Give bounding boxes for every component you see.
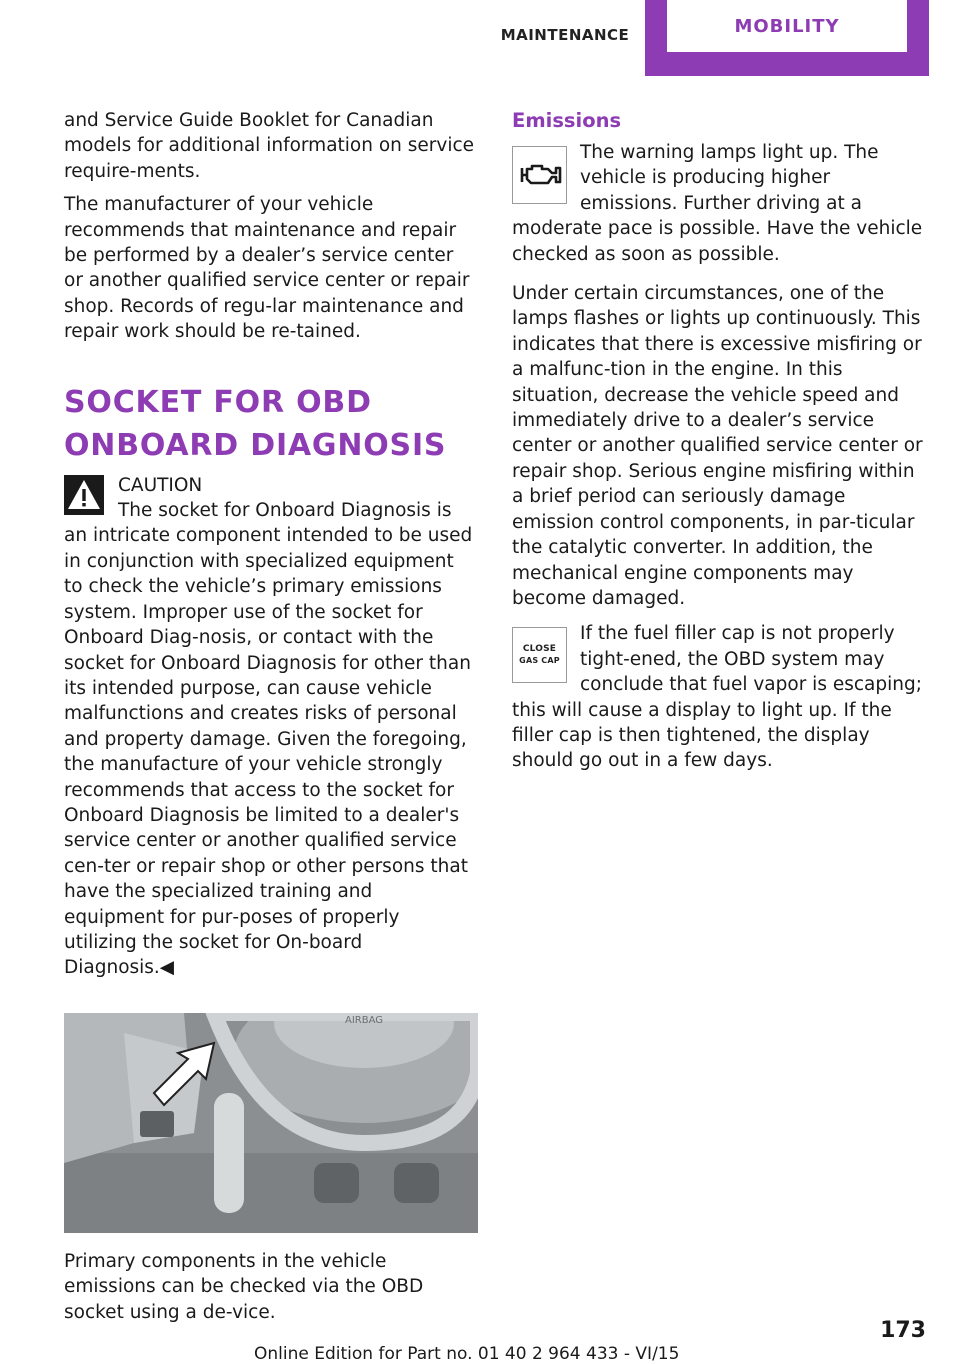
gascap-label-line2: GAS CAP bbox=[519, 656, 560, 666]
subsection-title-emissions: Emissions bbox=[512, 109, 622, 132]
caution-label: CAUTION bbox=[118, 474, 203, 496]
gas-cap-paragraph: If the fuel filler cap is not properly tight‐ened, the OBD system may conclude that fuel vapor is escaping; this will cause a display to light up. If the filler cap is then tightened, the display should go out in a few days. bbox=[512, 623, 922, 772]
obd-socket-photo bbox=[64, 1013, 478, 1233]
tab-maintenance[interactable] bbox=[490, 0, 640, 70]
photo-caption: Primary components in the vehicle emissions can be checked via the OBD socket using a de‐vice. bbox=[64, 1250, 424, 1323]
tab-mobility[interactable] bbox=[645, 0, 929, 76]
emissions-lamp-block bbox=[512, 140, 926, 275]
tab-mobility-label: MOBILITY bbox=[667, 0, 907, 52]
gascap-label-line1: CLOSE bbox=[522, 644, 557, 655]
gas-cap-block bbox=[512, 621, 926, 781]
close-gas-cap-icon bbox=[512, 627, 567, 683]
airbag-label: AIRBAG bbox=[344, 1014, 384, 1026]
edition-text: Online Edition for Part no. 01 40 2 964 433 - VI/15 bbox=[254, 1344, 680, 1364]
tab-maintenance-label: MAINTENANCE bbox=[500, 26, 630, 44]
obd-socket-illustration bbox=[64, 1013, 478, 1233]
engine-symbol bbox=[518, 160, 562, 190]
section-title: SOCKET FOR OBD ONBOARD DIAGNOSIS bbox=[64, 384, 447, 463]
page-number: 173 bbox=[880, 1318, 926, 1343]
intro-paragraph-2: The manufacturer of your vehicle recommends that maintenance and repair be performed by a dealer’s service center or another qualified service center or repair shop. Records of regu‐lar maintenance and repair work should be re‐tained. bbox=[64, 194, 470, 343]
emissions-paragraph-2: Under certain circumstances, one of the lamps flashes or lights up continuously. This indicates that there is excessive misfiring or a malfunc‐tion in the engine. In this situation, decrease the vehicle speed and immediately drive to a dealer’s service center or another qualified service center or repair shop. Serious engine misfiring within a brief period can seriously damage emission control components, in par‐ticular the catalytic converter. In addition, the mechanical engine components may become damaged. bbox=[512, 283, 923, 609]
caution-block bbox=[64, 473, 478, 981]
warning-triangle-icon bbox=[64, 475, 104, 515]
right-column bbox=[512, 108, 926, 782]
emissions-paragraph-1: The warning lamps light up. The vehicle is producing higher emissions. Further driving at a moderate pace is possible. Have the vehicle checked as soon as possible. bbox=[512, 142, 923, 265]
check-engine-icon bbox=[512, 146, 567, 204]
left-column bbox=[64, 108, 478, 1333]
intro-paragraph-1: and Service Guide Booklet for Canadian models for additional information on service require‐ments. bbox=[64, 110, 475, 182]
page-footer bbox=[0, 1318, 960, 1364]
caution-text: The socket for Onboard Diagnosis is an intricate component intended to be used in conjunction with specialized equipment to check the vehicle’s primary emissions system. Improper use of the socket for Onboard Diag‐nosis, or contact with the socket for Onboard Diagnosis for other than its intended purpose, can cause vehicle malfunctions and creates risks of personal and property damage. Given the foregoing, the manufacture of your vehicle strongly recommends that access to the socket for Onboard Diagnosis be limited to a dealer's service center or another qualified service cen‐ter or repair shop or other persons that have the specialized training and equipment for pur‐poses of properly utilizing the socket for On‐board Diagnosis.◀ bbox=[64, 500, 473, 979]
